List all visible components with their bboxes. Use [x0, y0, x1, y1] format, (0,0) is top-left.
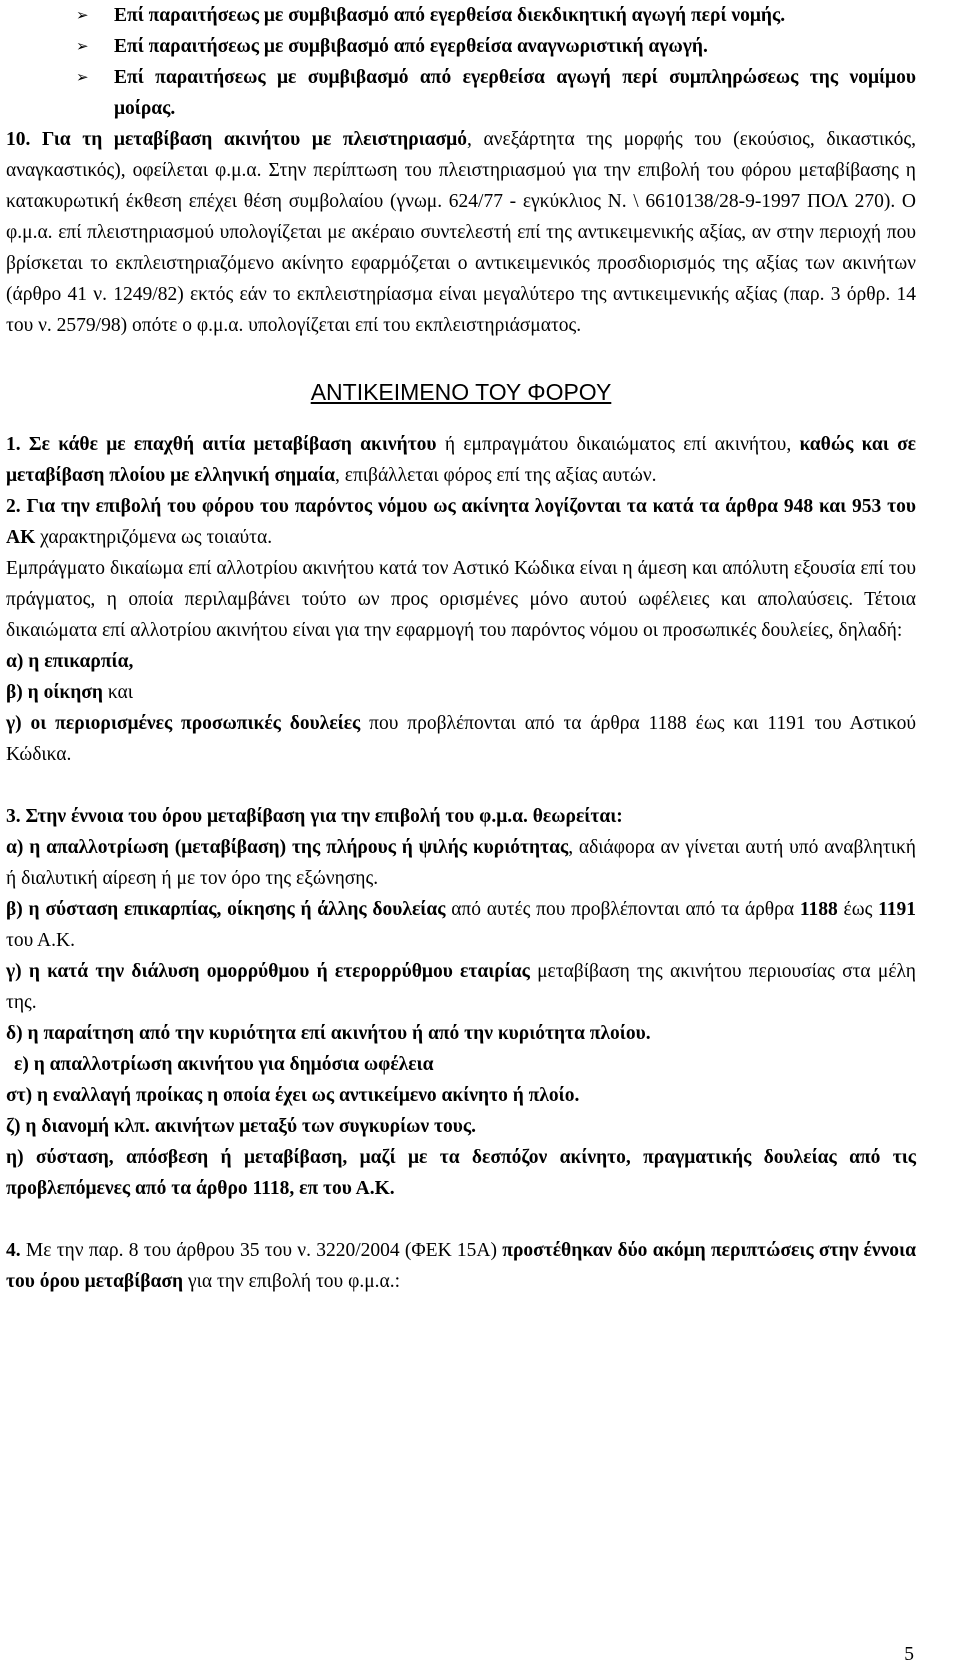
spacer — [6, 770, 916, 801]
para-4-bold: προστέθηκαν δύο ακόμη περιπτώσεις στην έννοια του όρου μεταβίβαση — [6, 1240, 916, 1292]
arrow-bullet-icon: ➢ — [76, 37, 89, 55]
list-item-c — [6, 708, 916, 770]
item-3c — [6, 956, 916, 1018]
item-3z: ζ) η διανομή κλπ. ακινήτων μεταξύ των συγκυρίων τους. — [6, 1116, 476, 1137]
bullet-text: Επί παραιτήσεως με συμβιβασμό από εγερθείσα διεκδικητική αγωγή περί νομής. — [114, 5, 786, 26]
item-3a-bold: α) η απαλλοτρίωση (μεταβίβαση) της πλήρους ή ψιλής κυριότητας — [6, 837, 569, 858]
item-3a-text: , αδιάφορα αν γίνεται αυτή υπό αναβλητική ή διαλυτική αίρεση ή με τον όρο της εξώνησης. — [6, 837, 916, 889]
item-3c-text: μεταβίβαση της ακινήτου περιουσίας στα μέλη της. — [6, 961, 916, 1013]
list-item-b-bold: β) η οίκηση — [6, 682, 103, 703]
item-3d: δ) η παραίτηση από την κυριότητα επί ακινήτου ή από την κυριότητα πλοίου. — [6, 1023, 651, 1044]
para-1-bold-a: 1. Σε κάθε με επαχθή αιτία μεταβίβαση ακινήτου — [6, 434, 437, 455]
item-3a — [6, 832, 916, 894]
para-1-text-b: , επιβάλλεται φόρος επί της αξίας αυτών. — [335, 465, 657, 486]
item-3st: στ) η εναλλαγή προίκας η οποία έχει ως αντικείμενο ακίνητο ή πλοίο. — [6, 1085, 580, 1106]
paragraph-item-10 — [6, 124, 916, 341]
list-item-c-text: που προβλέπονται από τα άρθρα 1188 έως και 1191 του Αστικού Κώδικα. — [6, 713, 916, 765]
list-item-b — [6, 677, 916, 708]
item-3h: η) σύσταση, απόσβεση ή μεταβίβαση, μαζί με τα δεσπόζον ακίνητο, πραγματικής δουλείας από τις προβλεπόμενες από τα άρθρο 1118, επ του Α.Κ. — [6, 1147, 916, 1199]
para-4-text-a: Με την παρ. 8 του άρθρου 35 του ν. 3220/2004 (ΦΕΚ 15Α) — [20, 1240, 503, 1261]
item-3b-article-end: 1191 — [878, 899, 916, 920]
bullet-item — [6, 31, 916, 62]
bullet-text: Επί παραιτήσεως με συμβιβασμό από εγερθείσα αγωγή περί συμπληρώσεως της νομίμου μοίρας. — [114, 67, 916, 119]
list-item-c-bold: γ) οι περιορισμένες προσωπικές δουλείες — [6, 713, 361, 734]
spacer — [6, 1204, 916, 1235]
arrow-bullet-icon: ➢ — [76, 6, 89, 24]
para-1-bold-b: καθώς και σε μεταβίβαση πλοίου με ελληνική σημαία — [6, 434, 917, 486]
paragraph-2 — [6, 491, 916, 553]
para-2-text: χαρακτηριζόμενα ως τοιαύτα. — [35, 527, 273, 548]
item-3b-text-mid: έως — [837, 899, 879, 920]
item-3b-article-start: 1188 — [799, 899, 838, 920]
list-item-a: α) η επικαρπία, — [6, 651, 134, 672]
item-3e: ε) η απαλλοτρίωση ακινήτου για δημόσια ωφέλεια — [14, 1054, 434, 1075]
item-3b-bold: β) η σύσταση επικαρπίας, οίκησης ή άλλης δουλείας — [6, 899, 446, 920]
arrow-bullet-icon: ➢ — [76, 68, 89, 86]
paragraph-1 — [6, 429, 916, 491]
paragraph-4 — [6, 1235, 916, 1297]
bullet-list — [6, 0, 916, 124]
bullet-item — [6, 0, 916, 31]
para-1-text-a: ή εμπραγμάτου δικαιώματος επί ακινήτου, — [436, 434, 800, 455]
item-10-lead: 10. Για τη μεταβίβαση ακινήτου με πλειστηριασμό — [6, 129, 467, 150]
item-3b — [6, 894, 916, 956]
list-item-b-text: και — [102, 682, 133, 703]
item-3b-text: από αυτές που προβλέπονται από τα άρθρα — [445, 899, 800, 920]
bullet-text: Επί παραιτήσεως με συμβιβασμό από εγερθείσα αναγνωριστική αγωγή. — [114, 36, 708, 57]
para-4-number: 4. — [6, 1240, 21, 1261]
page-number: 5 — [904, 1644, 914, 1665]
para-2-bold: 2. Για την επιβολή του φόρου του παρόντος νόμου ως ακίνητα λογίζονται τα κατά τα άρθρα 948 και 953 του ΑΚ — [6, 496, 916, 548]
paragraph-2-body: Εμπράγματο δικαίωμα επί αλλοτρίου ακινήτου κατά τον Αστικό Κώδικα είναι η άμεση και απόλυτη εξουσία επί του πράγματος, η οποία περιλαμβάνει τούτο ων προς ορισμένες μόνο αυτού ωφέλειες και απολαύσεις. Τέτοια δικαιώματα επί αλλοτρίου ακινήτου είναι για την εφαρμογή του παρόντος νόμου οι προσωπικές δουλείες, δηλαδή: — [6, 558, 916, 641]
section-heading: ΑΝΤΙΚΕΙΜΕΝΟ ΤΟΥ ΦΟΡΟΥ — [310, 379, 612, 405]
item-10-text: , ανεξάρτητα της μορφής του (εκούσιος, δικαστικός, αναγκαστικός), οφείλεται φ.μ.α. Στην περίπτωση του πλειστηριασμού για την επιβολή του φόρου μεταβίβασης η κατακυρωτική έκθεση επέχει θέση συμβολαίου (γνωμ. 624/77 - εγκύκλιος Ν. \ 6610138/28-9-1997 ΠΟΛ 270). Ο φ.μ.α. επί πλειστηριασμού υπολογίζεται με ακέραιο συντελεστή επί της αντικειμενικής αξίας, αν στην περιοχή που βρίσκεται το εκπλειστηριαζόμενο ακίνητο εφαρμόζεται ο αντικειμενικός προσδιορισμός της αξίας των ακινήτων (άρθρο 41 ν. 1249/82) εκτός εάν το εκπλειστηρίασμα είναι μεγαλύτερο της αντικειμενικής αξίας (παρ. 3 όρθρ. 14 του ν. 2579/98) οπότε ο φ.μ.α. υπολογίζεται επί του εκπλειστηριάσματος. — [6, 129, 916, 336]
item-3c-bold: γ) η κατά την διάλυση ομορρύθμου ή ετερορρύθμου εταιρίας — [6, 961, 530, 982]
paragraph-3-heading: 3. Στην έννοια του όρου μεταβίβαση για την επιβολή του φ.μ.α. θεωρείται: — [6, 806, 623, 827]
bullet-item — [6, 62, 916, 124]
item-3b-text-end: του Α.Κ. — [6, 930, 75, 951]
para-4-text-b: για την επιβολή του φ.μ.α.: — [183, 1271, 401, 1292]
